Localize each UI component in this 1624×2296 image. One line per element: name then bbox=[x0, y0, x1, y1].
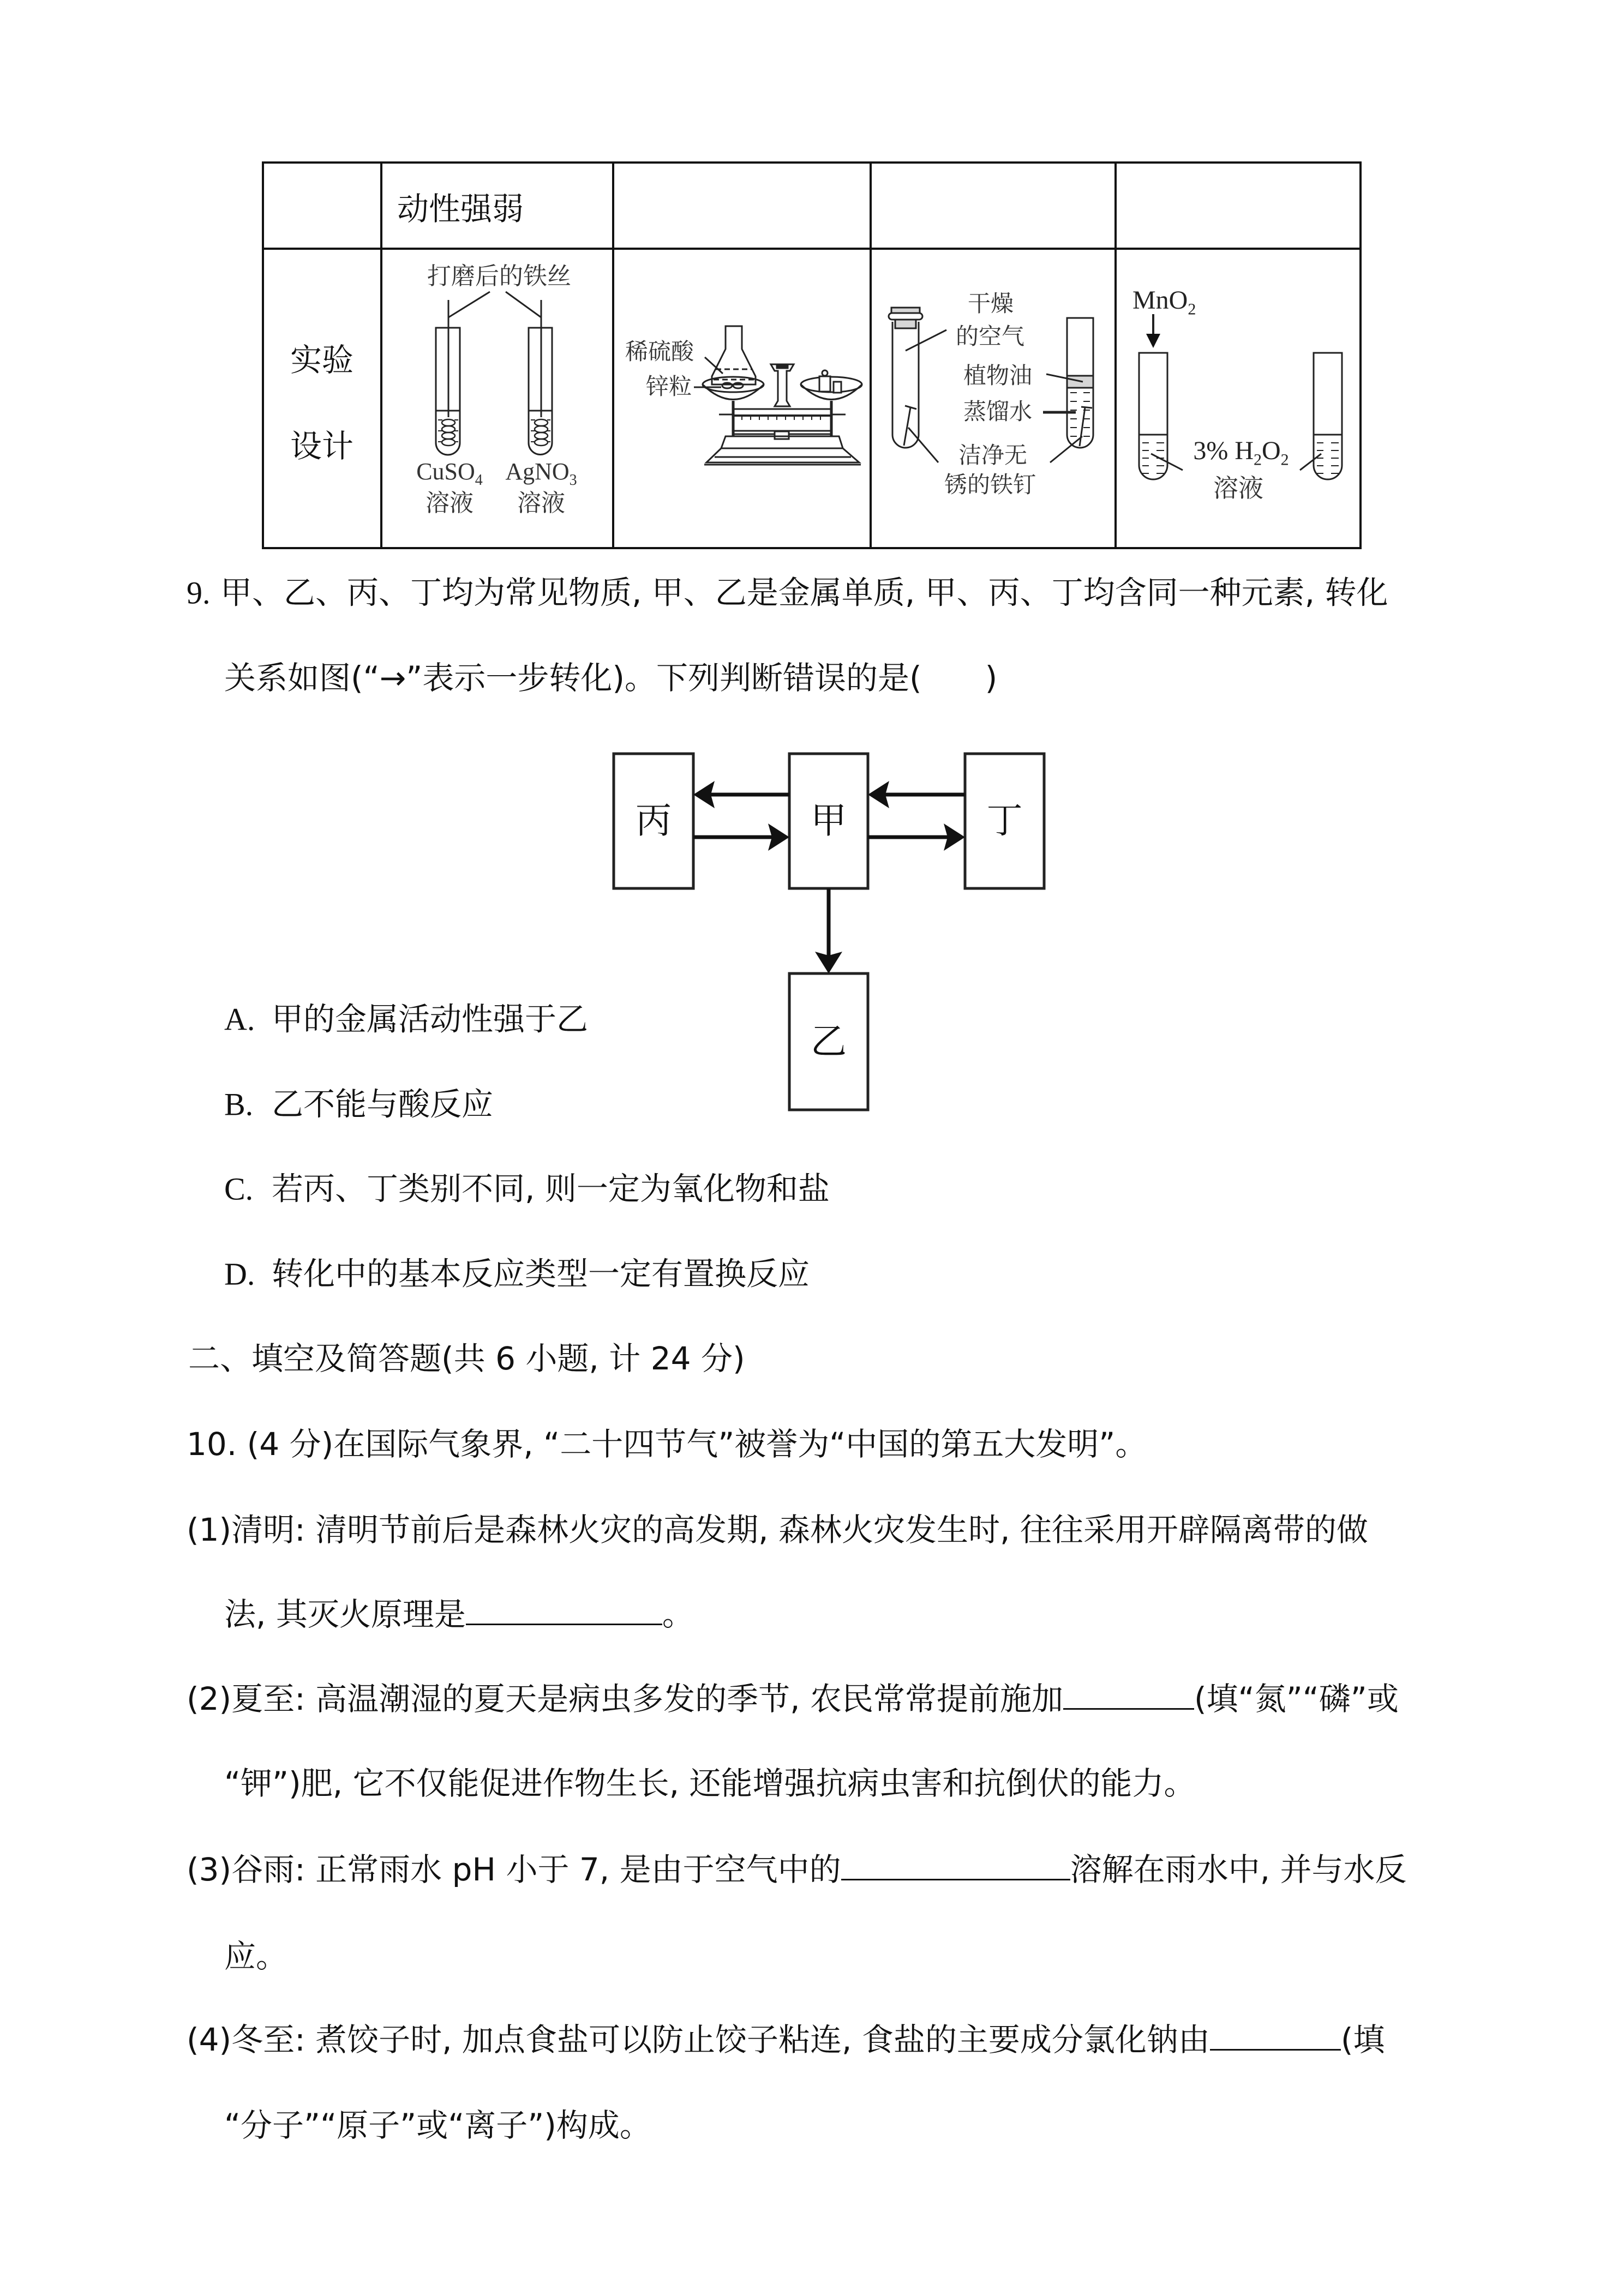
option-letter: D. bbox=[224, 1256, 255, 1292]
mno2-formula: MnO bbox=[1132, 286, 1188, 315]
q10-p4-text-before: (4)冬至: 煮饺子时, 加点食盐可以防止饺子粘连, 食盐的主要成分氯化钠由 bbox=[187, 2021, 1210, 2058]
q10-part2-line1 bbox=[187, 1680, 1399, 1718]
q10-p2-text-before: (2)夏至: 高温潮湿的夏天是病虫多发的季节, 农民常常提前施加 bbox=[187, 1680, 1064, 1717]
q10-p3-text-after: 溶解在雨水中, 并与水反 bbox=[1070, 1851, 1407, 1888]
label-distilled-water: 蒸馏水 bbox=[963, 398, 1033, 425]
q9-number: 9. bbox=[187, 575, 211, 611]
label-vegetable-oil: 植物油 bbox=[963, 362, 1033, 389]
h2o2-sub1: 2 bbox=[1253, 450, 1262, 469]
h2o2-pct: 3% H bbox=[1193, 436, 1254, 465]
cuso4-subscript: 4 bbox=[475, 471, 483, 489]
q10-p3-text-before: (3)谷雨: 正常雨水 pH 小于 7, 是由于空气中的 bbox=[187, 1851, 841, 1888]
label-agno3-solution: 溶液 bbox=[517, 489, 565, 517]
option-text: 若丙、丁类别不同, 则一定为氧化物和盐 bbox=[272, 1170, 830, 1207]
label-polished-iron-wire: 打磨后的铁丝 bbox=[427, 262, 571, 290]
q10-part4-line1 bbox=[187, 2021, 1385, 2059]
q10-p1-text-before: 法, 其灭火原理是 bbox=[224, 1596, 466, 1633]
q9-option-c[interactable] bbox=[224, 1170, 830, 1209]
agno3-subscript: 3 bbox=[569, 471, 577, 489]
q10-part3-line2: 应。 bbox=[224, 1938, 288, 1975]
option-text: 甲的金属活动性强于乙 bbox=[272, 1000, 589, 1038]
q10-intro: 10. (4 分)在国际气象界, “二十四节气”被誉为“中国的第五大发明”。 bbox=[187, 1426, 1147, 1463]
h2o2-sub2: 2 bbox=[1280, 450, 1289, 469]
label-clean-nail-2: 锈的铁钉 bbox=[944, 471, 1036, 498]
node-label-jia: 甲 bbox=[811, 800, 847, 842]
row-label-design: 设计 bbox=[290, 428, 354, 465]
option-letter: A. bbox=[224, 1001, 255, 1037]
option-text: 转化中的基本反应类型一定有置换反应 bbox=[272, 1255, 810, 1293]
q10-p4-text-after: (填 bbox=[1340, 2021, 1385, 2058]
q10-p2-text-after: (填“氮”“磷”或 bbox=[1194, 1680, 1399, 1717]
q9-transformation-diagram bbox=[0, 0, 1624, 1145]
agno3-formula: AgNO bbox=[505, 458, 570, 485]
q10-part1-line2 bbox=[224, 1595, 694, 1633]
label-clean-nail-1: 洁净无 bbox=[958, 442, 1027, 468]
row-label-experiment: 实验 bbox=[290, 341, 354, 378]
mno2-subscript: 2 bbox=[1188, 300, 1196, 318]
q9-stem-line1: 甲、乙、丙、丁均为常见物质, 甲、乙是金属单质, 甲、丙、丁均含同一种元素, 转化 bbox=[220, 574, 1388, 611]
cuso4-formula: CuSO bbox=[416, 458, 475, 485]
section-2-title: 二、填空及简答题(共 6 小题, 计 24 分) bbox=[188, 1340, 745, 1377]
node-label-yi: 乙 bbox=[811, 1020, 847, 1062]
q9-line-2: 关系如图(“→”表示一步转化)。下列判断错误的是( ) bbox=[224, 659, 998, 696]
q10-part3-line1 bbox=[187, 1850, 1407, 1889]
node-label-bing: 丙 bbox=[636, 800, 672, 842]
option-letter: B. bbox=[224, 1086, 254, 1122]
table-cell-header-text: 动性强弱 bbox=[397, 190, 524, 227]
option-letter: C. bbox=[224, 1171, 254, 1207]
q10-p1-text-after: 。 bbox=[662, 1596, 694, 1633]
node-label-ding: 丁 bbox=[986, 800, 1023, 842]
label-dry-air-1: 干燥 bbox=[967, 290, 1014, 317]
label-h2o2-solution: 溶液 bbox=[1213, 473, 1263, 503]
label-dilute-sulfuric-acid: 稀硫酸 bbox=[625, 338, 694, 365]
label-dry-air-2: 的空气 bbox=[955, 323, 1024, 350]
option-text: 乙不能与酸反应 bbox=[272, 1085, 494, 1123]
h2o2-o: O bbox=[1261, 436, 1281, 465]
q10-part4-line2: “分子”“原子”或“离子”)构成。 bbox=[224, 2107, 651, 2144]
q9-option-b[interactable] bbox=[224, 1085, 493, 1124]
q9-option-d[interactable] bbox=[224, 1255, 810, 1294]
q10-p2-answer-blank[interactable] bbox=[1063, 1680, 1194, 1710]
q10-p1-answer-blank[interactable] bbox=[466, 1595, 662, 1625]
q10-part2-line2: “钾”)肥, 它不仅能促进作物生长, 还能增强抗病虫害和抗倒伏的能力。 bbox=[224, 1765, 1196, 1802]
q10-p3-answer-blank[interactable] bbox=[841, 1850, 1070, 1880]
label-cuso4-solution: 溶液 bbox=[426, 489, 474, 517]
q9-option-a[interactable] bbox=[224, 1000, 588, 1039]
label-zinc-granules: 锌粒 bbox=[646, 373, 692, 400]
q10-part1-line1: (1)清明: 清明节前后是森林火灾的高发期, 森林火灾发生时, 往往采用开辟隔离带的做 bbox=[187, 1511, 1368, 1548]
q10-p4-answer-blank[interactable] bbox=[1210, 2021, 1341, 2051]
